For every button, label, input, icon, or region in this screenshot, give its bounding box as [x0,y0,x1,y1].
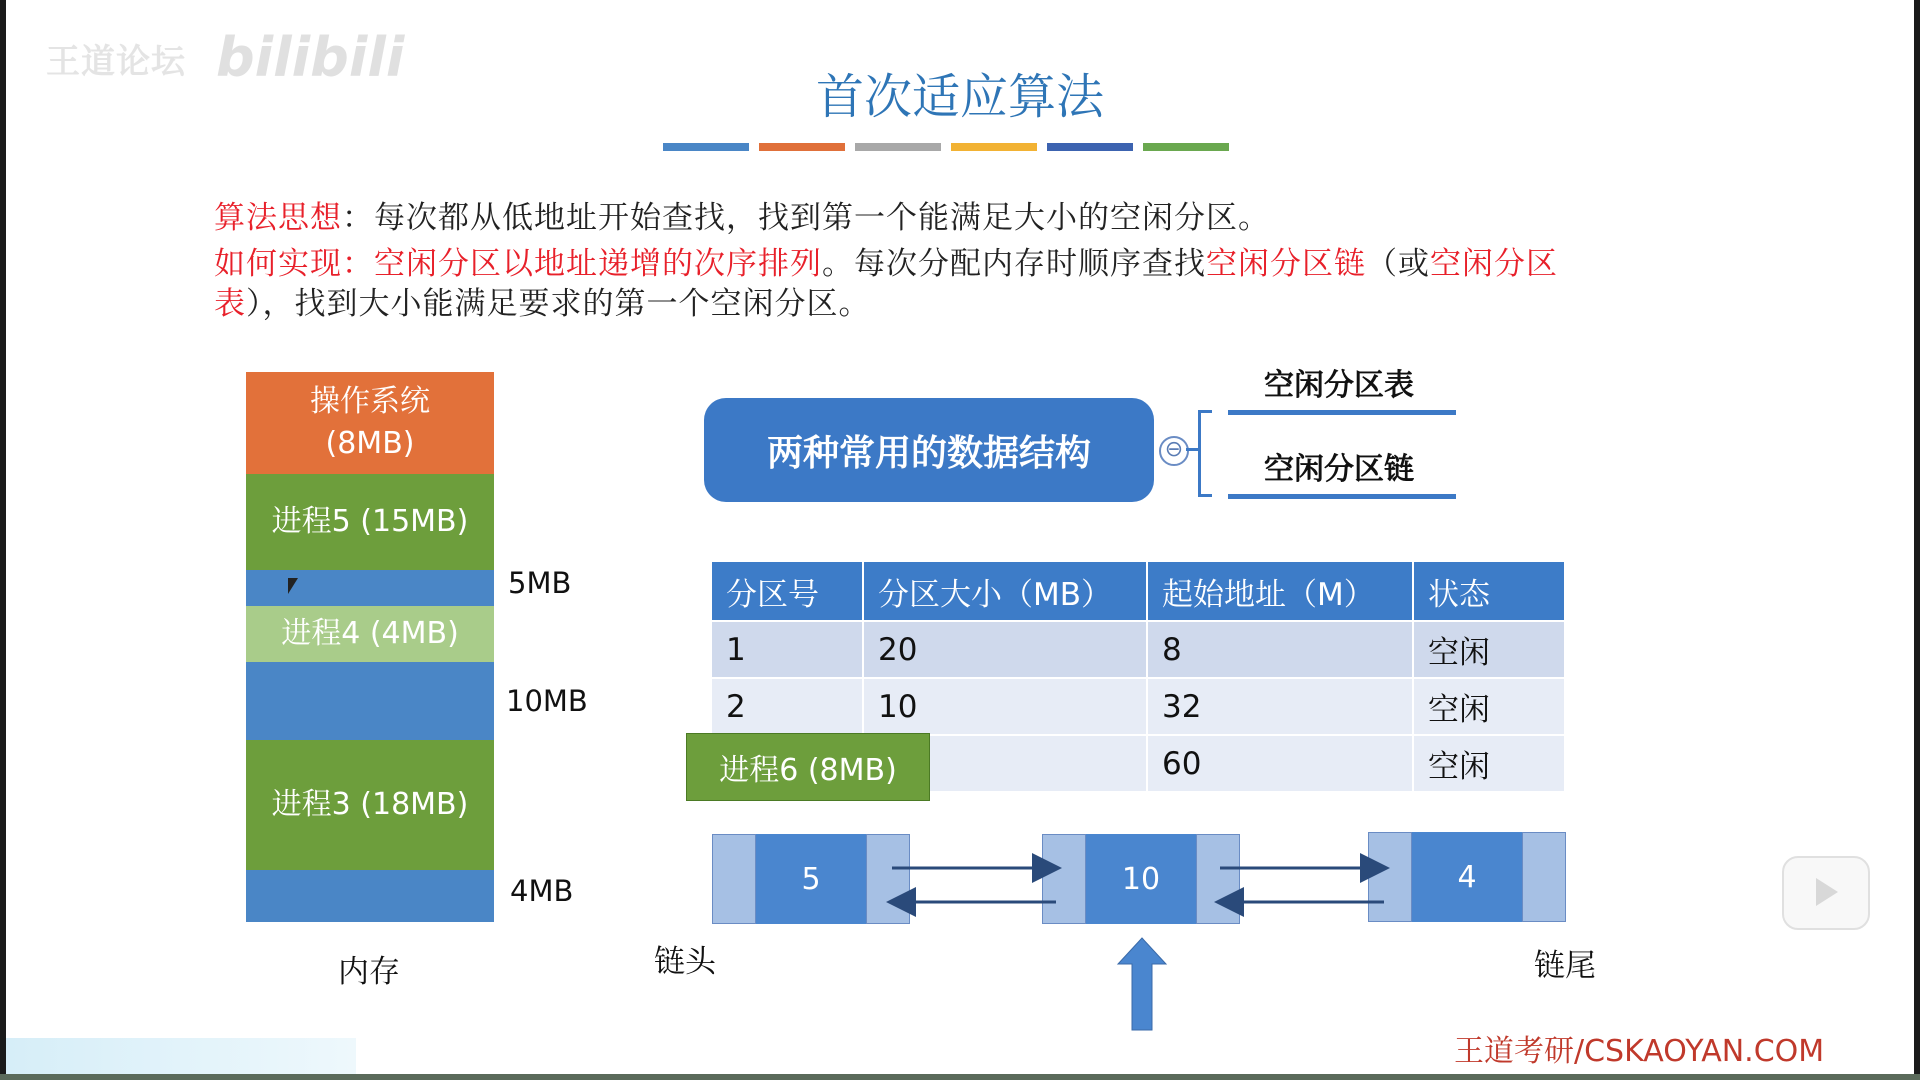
free-size-label: 5MB [508,566,572,600]
table-cell: 20 [863,621,1147,678]
table-cell: 60 [1147,735,1413,792]
impl-red-2: 空闲分区链 [1206,246,1366,282]
table-cell: 空闲 [1413,621,1565,678]
table-cell: 10 [863,678,1147,735]
bottom-strip [0,1074,1920,1080]
table-cell: 空闲 [1413,678,1565,735]
table-header: 起始地址（M） [1147,561,1413,621]
idea-text: 每次都从低地址开始查找，找到第一个能满足大小的空闲分区。 [374,200,1270,236]
impl-text-1: 。每次分配内存时顺序查找 [822,246,1206,282]
table-cell: 8 [1147,621,1413,678]
impl-red-3: 空闲分区 [1430,246,1558,282]
node-value: 5 [756,834,866,924]
slide [6,0,1914,1074]
impl-red-1: 空闲分区以地址递增的次序排列 [374,246,822,282]
free-size-label: 10MB [506,684,588,718]
memory-block-label: 进程5 (15MB) [271,504,469,539]
node-value: 10 [1086,834,1196,924]
impl-label: 如何实现 [214,246,342,282]
play-button[interactable] [1782,856,1870,930]
collapse-icon[interactable]: ⊖ [1159,436,1189,466]
process6-block: 进程6 (8MB) [686,733,930,801]
memory-caption: 内存 [338,954,400,990]
impl-text-3: ），找到大小能满足要求的第一个空闲分区。 [246,286,871,322]
memory-block-label: 进程3 (18MB) [271,787,469,822]
impl-text-2: （或 [1366,246,1430,282]
table-header: 状态 [1413,561,1565,621]
data-structures-node: 两种常用的数据结构 [704,398,1154,502]
play-icon [1816,878,1838,906]
table-cell: 2 [711,678,863,735]
node-value: 4 [1412,832,1522,922]
free-partition-table-label: 空闲分区表 [1264,368,1414,403]
chain-tail-label: 链尾 [1534,948,1596,984]
progress-decoration [6,1038,356,1074]
table-cell: 1 [711,621,863,678]
chain-arrows [6,0,1914,1074]
impl-colon: ： [342,246,374,282]
memory-block-label: 进程4 (4MB) [281,616,459,651]
footer-brand: 王道考研/CSKAOYAN.COM [1454,1034,1825,1069]
table-header: 分区大小（MB） [863,561,1147,621]
bilibili-logo: bilibili [216,26,405,89]
idea-colon: ： [342,200,374,236]
slide-title: 首次适应算法 [815,69,1104,125]
table-header: 分区号 [711,561,863,621]
idea-label: 算法思想 [214,200,342,236]
watermark-text: 王道论坛 [46,42,186,82]
impl-red-4: 表 [214,286,246,322]
table-cell: 32 [1147,678,1413,735]
free-partition-chain-label: 空闲分区链 [1264,452,1414,487]
table-cell: 空闲 [1413,735,1565,792]
memory-block-label: 操作系统 (8MB) [310,384,430,461]
free-size-label: 4MB [510,874,574,908]
chain-head-label: 链头 [654,944,716,980]
up-arrow-icon [1118,938,1166,1030]
